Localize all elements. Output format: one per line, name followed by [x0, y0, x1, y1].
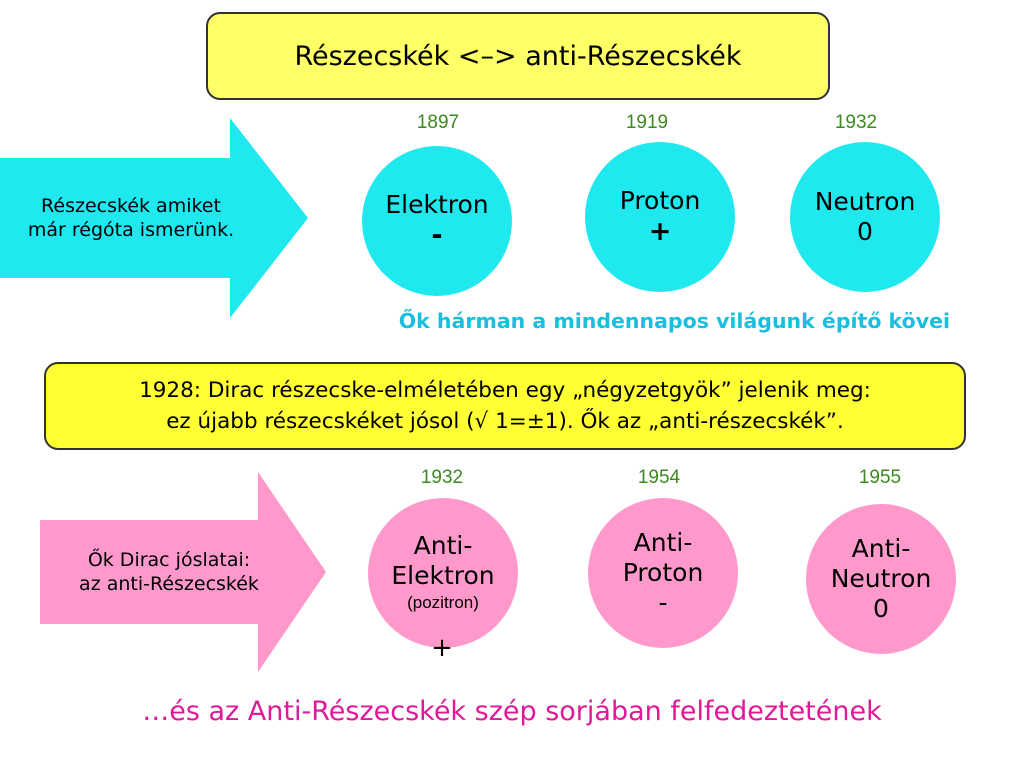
particle-charge: -	[658, 588, 668, 617]
particle-charge: 0	[857, 217, 873, 246]
dirac-text-line: ez újabb részecskéket jósol (√ 1=±1). Ők az „anti-részecskék”.	[166, 409, 844, 434]
particle-alias: (pozitron)	[407, 593, 479, 612]
particle-charge: -	[431, 220, 443, 251]
particle-proton	[585, 142, 735, 292]
dirac-prediction-box	[44, 362, 966, 450]
particle-name: Neutron	[814, 187, 916, 216]
antiparticles-arrow-text	[40, 512, 298, 632]
particle-charge: +	[648, 216, 672, 247]
particle-name-prefix: Anti-	[413, 531, 473, 560]
particle-name-prefix: Anti-	[851, 534, 911, 563]
particle-name: Neutron	[830, 564, 932, 593]
year-label-electron: 1897	[416, 112, 460, 133]
particle-name: Proton	[622, 558, 704, 587]
arrow-text-line: Ők Dirac jóslatai:	[87, 549, 251, 571]
particle-name: Elektron	[385, 190, 489, 219]
particle-name: Proton	[619, 186, 701, 215]
particle-antiproton	[588, 498, 738, 648]
particle-electron	[362, 146, 512, 296]
year-label-proton: 1919	[625, 112, 669, 133]
discovery-caption: …és az Anti-Részecskék szép sorjában felfedeztetének	[142, 696, 882, 727]
particle-antielectron	[368, 498, 518, 648]
arrow-text-line: már régóta ismerünk.	[27, 219, 235, 241]
year-label-antiproton: 1954	[637, 467, 681, 488]
particle-antineutron	[806, 504, 956, 654]
year-label-antielectron: 1932	[420, 467, 464, 488]
particle-charge-antielectron: +	[431, 633, 453, 663]
arrow-text-line: Részecskék amiket	[41, 195, 221, 217]
particle-name: Elektron	[391, 561, 495, 590]
arrow-text-line: az anti-Részecskék	[79, 573, 259, 595]
building-blocks-caption: Ők hárman a mindennapos világunk építő kövei	[398, 309, 950, 333]
particle-name-prefix: Anti-	[633, 528, 693, 557]
known-particles-arrow-text	[0, 158, 262, 278]
year-label-neutron: 1932	[834, 112, 878, 133]
slide-title: Részecskék <–> anti-Részecskék	[206, 12, 830, 100]
particle-charge: 0	[873, 594, 889, 623]
year-label-antineutron: 1955	[858, 467, 902, 488]
particle-neutron	[790, 142, 940, 292]
dirac-text-line: 1928: Dirac részecske-elméletében egy „négyzetgyök” jelenik meg:	[139, 378, 871, 403]
